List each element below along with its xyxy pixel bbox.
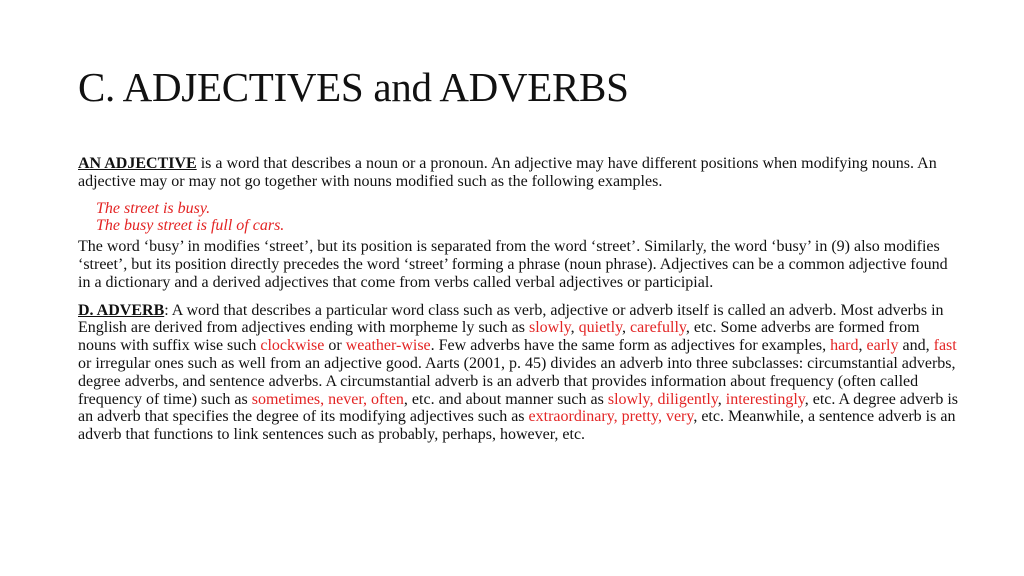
adverb-text: , — [570, 319, 579, 337]
adjective-term: AN ADJECTIVE — [78, 155, 197, 172]
highlight-word: early — [866, 337, 899, 355]
adverb-text: or — [324, 337, 346, 355]
highlight-word: slowly, diligently — [607, 390, 718, 408]
adverb-text: : A word that describes a particular word class such as verb, adjective or adverb itself is called an adverb. Most adverbs in English are derived from adjectives ending with morpheme ly such as — [78, 301, 944, 337]
highlight-word: weather-wise — [345, 337, 431, 355]
adverb-text: , etc. Some adverbs are formed from nouns with suffix wise such — [78, 319, 920, 355]
highlight-word: hard — [830, 337, 859, 355]
highlight-word: slowly — [528, 319, 571, 337]
highlight-word: sometimes, never, often — [251, 390, 404, 408]
adverb-text: , etc. and about manner such as — [403, 390, 608, 408]
adjective-definition: is a word that describes a noun or a pronoun. An adjective may have different positions when modifying nouns. An adjective may or may not go together with nouns modified such as the following examples. — [78, 155, 937, 190]
example-sentences — [96, 200, 958, 236]
adverb-text: , etc. Meanwhile, a sentence adverb is an adverb that functions to link sentences such as probably, perhaps, however, etc. — [78, 408, 956, 444]
highlight-word: clockwise — [260, 337, 325, 355]
adverb-text: , — [622, 319, 631, 337]
highlight-word: fast — [933, 337, 957, 355]
adverb-text: or irregular ones such as well from an adjective good. Aarts (2001, p. 45) divides an adverb into three subclasses: circumstantial adverbs, degree adverbs, and sentence adverbs. A circumstantial adverb is an adverb that provides information about frequency (often called frequency of time) such as — [78, 354, 956, 408]
adverb-text: , — [717, 390, 726, 408]
adverb-term: D. ADVERB — [78, 301, 165, 319]
busy-paragraph: The word ‘busy’ in modifies ‘street’, but its position is separated from the word ‘street’. Similarly, the word ‘busy’ in (9) also modifies ‘street’, but its position directly precedes the word ‘street’ forming a phrase (noun phrase). Adjectives can be a common adjective found in a dictionary and a derived adjectives that come from verbs called verbal adjectives or participial. — [78, 238, 948, 291]
adverb-text: and, — [898, 337, 934, 355]
example-sentence-1: The street is busy. — [96, 199, 211, 217]
highlight-word: extraordinary, pretty, very — [528, 408, 694, 426]
adverb-paragraph — [78, 302, 958, 444]
example-sentence-2: The busy street is full of cars. — [96, 217, 285, 235]
adjective-paragraph — [78, 155, 958, 191]
adverb-text: . Few adverbs have the same form as adjectives for examples, — [430, 337, 831, 355]
highlight-word: interestingly — [725, 390, 805, 408]
highlight-word: quietly — [578, 319, 623, 337]
highlight-word: carefully — [630, 319, 686, 337]
slide-body — [78, 155, 958, 444]
slide-title: C. ADJECTIVES and ADVERBS — [78, 64, 629, 110]
adverb-text: , etc. A degree adverb is an adverb that specifies the degree of its modifying adjectives such as — [78, 390, 959, 426]
adverb-text: , — [858, 337, 867, 355]
